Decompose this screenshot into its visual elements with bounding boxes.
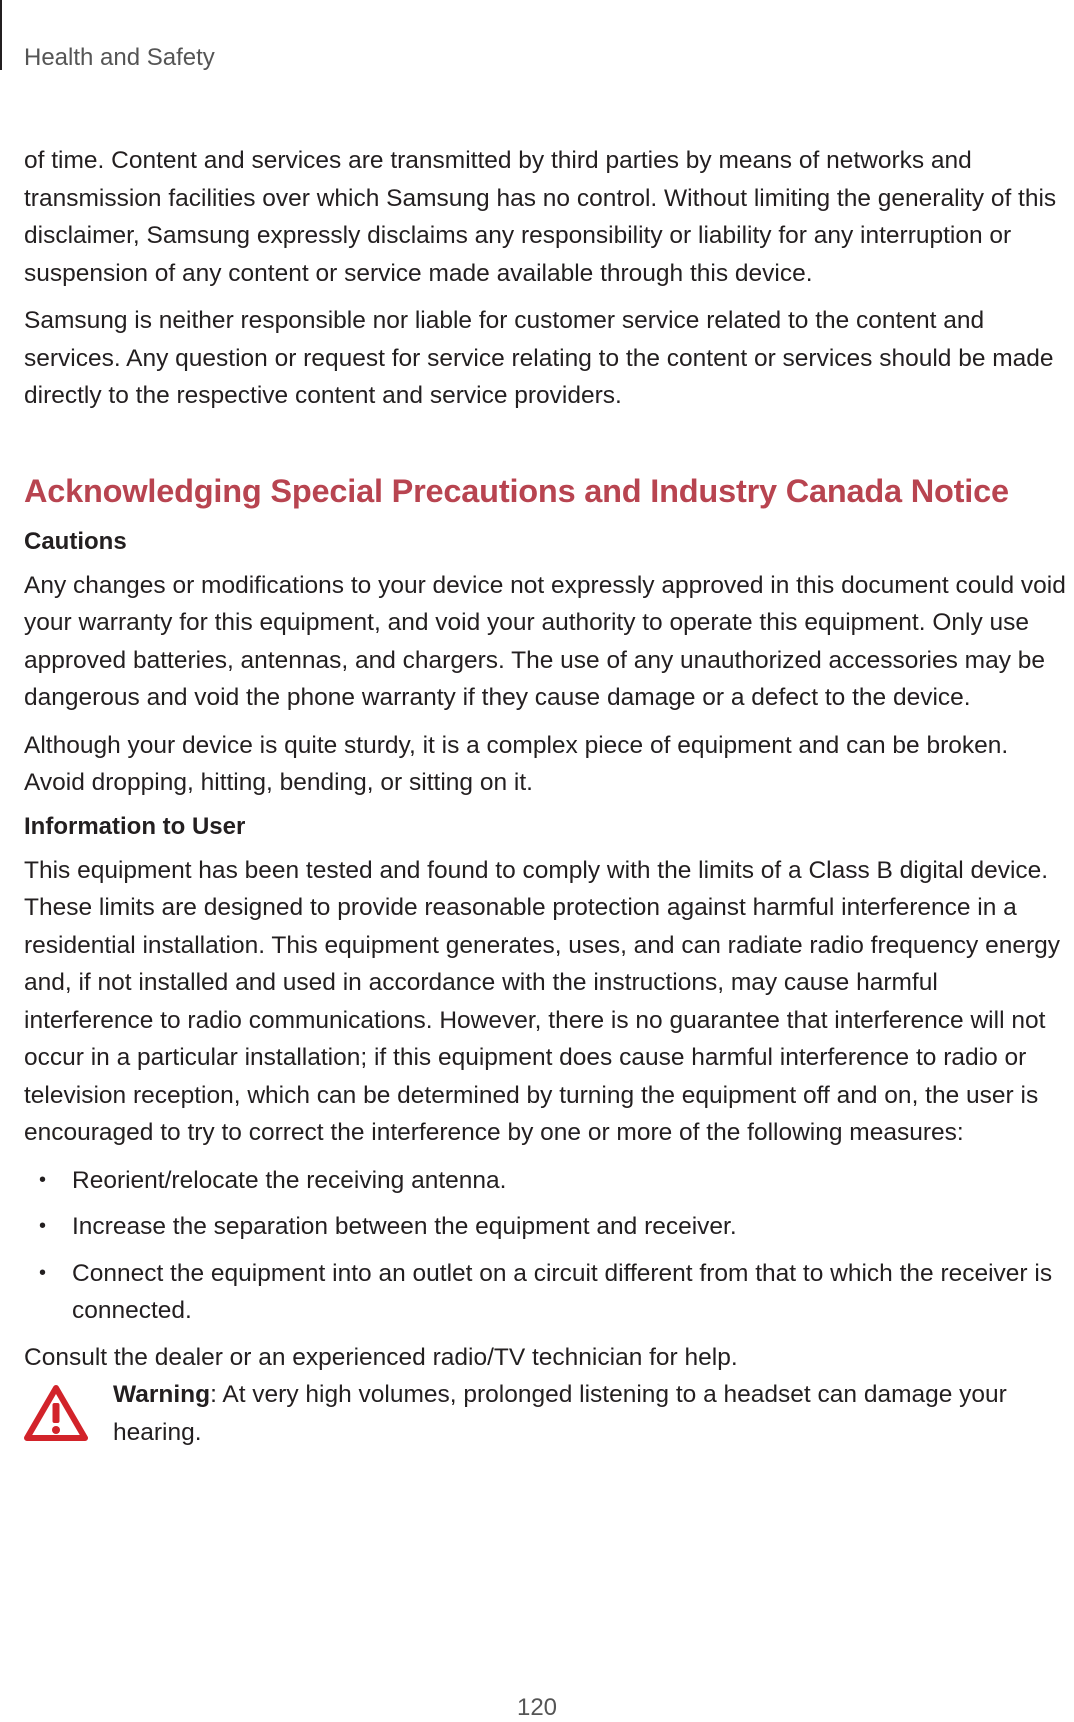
warning-text: Warning: At very high volumes, prolonged listening to a headset can damage your hearing.: [113, 1381, 1007, 1446]
list-item: • Reorient/relocate the receiving antenna.: [24, 1162, 1070, 1200]
body-paragraph: of time. Content and services are transmitted by third parties by means of networks and transmission facilities over which Samsung has no control. Without limiting the generality of this disclaimer, Samsung expressly disclaims any responsibility or liability for any interruption or suspension of any content or service made available through this device.: [24, 147, 1057, 287]
bullet-icon: •: [39, 1168, 47, 1191]
measures-list: [24, 1162, 1070, 1330]
page-content: [24, 142, 1070, 1456]
warning-label: Warning: [113, 1381, 211, 1408]
list-item: • Increase the separation between the equipment and receiver.: [24, 1208, 1070, 1246]
header-rule: [0, 0, 2, 70]
list-item: • Connect the equipment into an outlet on a circuit different from that to which the receiver is connected.: [24, 1255, 1070, 1330]
information-heading: Information to User: [24, 812, 246, 840]
warning-triangle-icon: [24, 1384, 88, 1442]
running-header: Health and Safety: [24, 44, 215, 71]
section-title: Acknowledging Special Precautions and Industry Canada Notice: [24, 472, 1009, 509]
cautions-paragraph: Although your device is quite sturdy, it is a complex piece of equipment and can be broken. Avoid dropping, hitting, bending, or sitting on it.: [24, 731, 1009, 796]
page-number: 120: [516, 1694, 558, 1721]
cautions-heading: Cautions: [24, 527, 127, 555]
bullet-icon: •: [39, 1261, 47, 1284]
cautions-paragraph: Any changes or modifications to your device not expressly approved in this document could void your warranty for this equipment, and void your authority to operate this equipment. Only use approved batteries, antennas, and chargers. The use of any unauthorized accessories may be dangerous and void the phone warranty if they cause damage or a defect to the device.: [24, 571, 1066, 711]
warning-callout: [24, 1376, 1070, 1456]
body-paragraph: Samsung is neither responsible nor liable for customer service related to the content and services. Any question or request for service relating to the content or services should be made directly to the respective content and service providers.: [24, 307, 1054, 409]
bullet-icon: •: [39, 1215, 47, 1237]
information-paragraph: This equipment has been tested and found to comply with the limits of a Class B digital device. These limits are designed to provide reasonable protection against harmful interference in a residential installation. This equipment generates, uses, and can radiate radio frequency energy and, if not installed and used in accordance with the instructions, may cause harmful interference to radio communications. However, there is no guarantee that interference will not occur in a particular installation; if this equipment does cause harmful interference to radio or television reception, which can be determined by turning the equipment off and on, the user is encouraged to try to correct the interference by one or more of the following measures:: [24, 856, 1060, 1146]
consult-paragraph: Consult the dealer or an experienced radio/TV technician for help.: [24, 1343, 738, 1371]
